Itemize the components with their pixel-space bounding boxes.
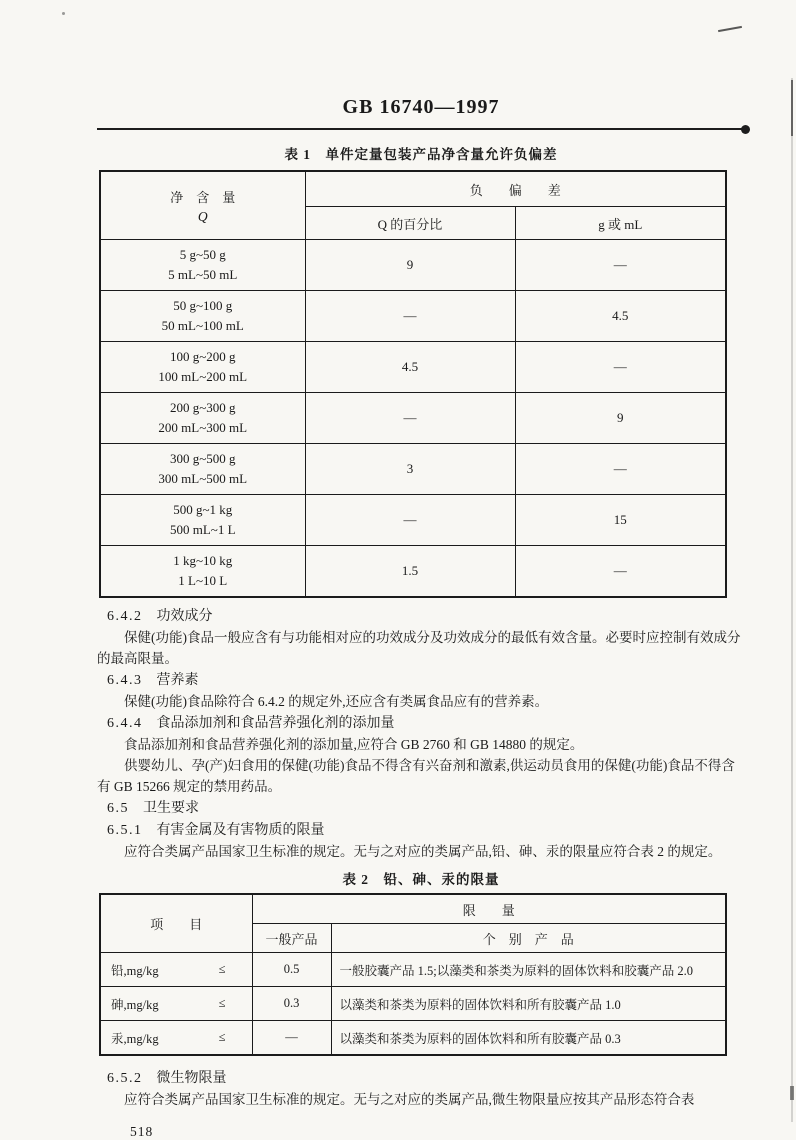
table-row (100, 546, 726, 598)
net-content-cell (100, 546, 305, 598)
table2-caption: 表 2 铅、砷、汞的限量 (342, 872, 500, 887)
net-content-table (99, 170, 727, 598)
header-rule (97, 128, 745, 130)
limit-header-cell: 限 量 (252, 894, 726, 924)
net-content-cell (100, 444, 305, 495)
table-row (100, 1021, 726, 1056)
section-heading (97, 1068, 745, 1089)
gml-cell: — (515, 546, 726, 598)
gml-header-cell: g 或 mL (515, 207, 726, 240)
gml-cell: — (515, 342, 726, 393)
general-cell: 0.5 (252, 953, 331, 987)
percent-cell: 3 (305, 444, 515, 495)
paragraph: 应符合类属产品国家卫生标准的规定。无与之对应的类属产品,微生物限量应按其产品形态符合表 (124, 1092, 695, 1107)
table-row (100, 342, 726, 393)
range-g: 300 g~500 g (169, 451, 236, 466)
table-row (100, 393, 726, 444)
table-row (100, 495, 726, 546)
net-content-cell (100, 495, 305, 546)
table-row (100, 291, 726, 342)
net-content-symbol: Q (197, 208, 208, 224)
range-ml: 5 mL~50 mL (168, 267, 238, 282)
net-content-cell (100, 240, 305, 291)
section-number: 6.5 (107, 801, 129, 816)
individual-product-header-cell: 个 别 产 品 (331, 924, 726, 953)
range-ml: 500 mL~1 L (169, 522, 236, 537)
section-title: 微生物限量 (156, 1071, 227, 1086)
leq-operator: ≤ (218, 996, 226, 1010)
section-title: 食品添加剂和食品营养强化剂的添加量 (156, 716, 395, 731)
item-cell (100, 953, 252, 987)
body-content (97, 606, 745, 1140)
individual-cell: 一般胶囊产品 1.5;以藻类和茶类为原料的固体饮料和胶囊产品 2.0 (331, 953, 726, 987)
gml-cell: 15 (515, 495, 726, 546)
individual-cell: 以藻类和茶类为原料的固体饮料和所有胶囊产品 0.3 (331, 1021, 726, 1056)
net-content-header-cell (100, 171, 305, 240)
range-ml: 300 mL~500 mL (158, 471, 248, 486)
scan-artifact (791, 80, 794, 136)
item-label: 铅,mg/kg (111, 963, 159, 978)
section-number: 6.4.4 (107, 716, 143, 731)
individual-cell: 以藻类和茶类为原料的固体饮料和所有胶囊产品 1.0 (331, 987, 726, 1021)
section-title: 功效成分 (156, 609, 213, 624)
section-number: 6.4.2 (107, 609, 143, 624)
item-header-cell: 项 目 (100, 894, 252, 953)
paragraph: 保健(功能)食品一般应含有与功能相对应的功效成分及功效成分的最低有效含量。必要时应控制有效成分的最高限量。 (97, 630, 741, 666)
standard-number: GB 16740—1997 (342, 96, 500, 118)
paragraph: 供婴幼儿、孕(产)妇食用的保健(功能)食品不得含有兴奋剂和激素,供运动员食用的保健(功能)食品不得含有 GB 15266 规定的禁用药品。 (97, 758, 735, 794)
percent-cell: — (305, 291, 515, 342)
range-g: 5 g~50 g (179, 247, 226, 262)
section-title: 有害金属及有害物质的限量 (156, 823, 325, 838)
paragraph: 食品添加剂和食品营养强化剂的添加量,应符合 GB 2760 和 GB 14880 的规定。 (124, 737, 584, 752)
section-title: 营养素 (156, 673, 199, 688)
table-row (100, 953, 726, 987)
section-number: 6.5.1 (107, 823, 143, 838)
scan-artifact (62, 12, 65, 15)
table-row (100, 987, 726, 1021)
range-ml: 200 mL~300 mL (158, 420, 248, 435)
percent-cell: — (305, 495, 515, 546)
section-number: 6.5.2 (107, 1071, 143, 1086)
leq-operator: ≤ (218, 962, 226, 976)
general-product-header-cell: 一般产品 (252, 924, 331, 953)
net-content-cell (100, 393, 305, 444)
scan-artifact (790, 1086, 794, 1100)
section-heading (97, 606, 745, 627)
range-ml: 100 mL~200 mL (158, 369, 248, 384)
net-content-cell (100, 291, 305, 342)
item-label: 汞,mg/kg (111, 1031, 159, 1046)
gml-cell: — (515, 240, 726, 291)
net-content-label: 净 含 量 (170, 189, 236, 205)
percent-cell: 1.5 (305, 546, 515, 598)
gml-cell: 9 (515, 393, 726, 444)
range-g: 100 g~200 g (169, 349, 236, 364)
scan-artifact (791, 78, 793, 1122)
section-heading (97, 798, 745, 819)
scan-artifact (741, 125, 750, 134)
range-ml: 50 mL~100 mL (161, 318, 244, 333)
section-number: 6.4.3 (107, 673, 143, 688)
percent-cell: — (305, 393, 515, 444)
table-header-row (100, 171, 726, 207)
percent-header-cell: Q 的百分比 (305, 207, 515, 240)
section-heading (97, 713, 745, 734)
section-title: 卫生要求 (143, 801, 199, 816)
negative-deviation-header-cell: 负 偏 差 (305, 171, 726, 207)
range-ml: 1 L~10 L (178, 573, 228, 588)
leq-operator: ≤ (218, 1030, 226, 1044)
gml-cell: 4.5 (515, 291, 726, 342)
table1-caption: 表 1 单件定量包装产品净含量允许负偏差 (284, 147, 558, 162)
item-cell (100, 987, 252, 1021)
net-content-cell (100, 342, 305, 393)
section-heading (97, 670, 745, 691)
range-g: 50 g~100 g (173, 298, 233, 313)
paragraph: 应符合类属产品国家卫生标准的规定。无与之对应的类属产品,铅、砷、汞的限量应符合表 2 的规定。 (124, 844, 722, 859)
range-g: 200 g~300 g (169, 400, 236, 415)
item-label: 砷,mg/kg (111, 997, 159, 1012)
percent-cell: 4.5 (305, 342, 515, 393)
general-cell: 0.3 (252, 987, 331, 1021)
page-number: 518 (130, 1124, 154, 1139)
percent-cell: 9 (305, 240, 515, 291)
section-heading (97, 820, 745, 841)
table-row (100, 240, 726, 291)
gml-cell: — (515, 444, 726, 495)
range-g: 500 g~1 kg (173, 502, 233, 517)
table-row (100, 444, 726, 495)
general-cell: — (252, 1021, 331, 1056)
paragraph: 保健(功能)食品除符合 6.4.2 的规定外,还应含有类属食品应有的营养素。 (124, 694, 549, 709)
range-g: 1 kg~10 kg (173, 553, 233, 568)
table-header-row (100, 894, 726, 924)
limits-table (99, 893, 727, 1056)
item-cell (100, 1021, 252, 1056)
